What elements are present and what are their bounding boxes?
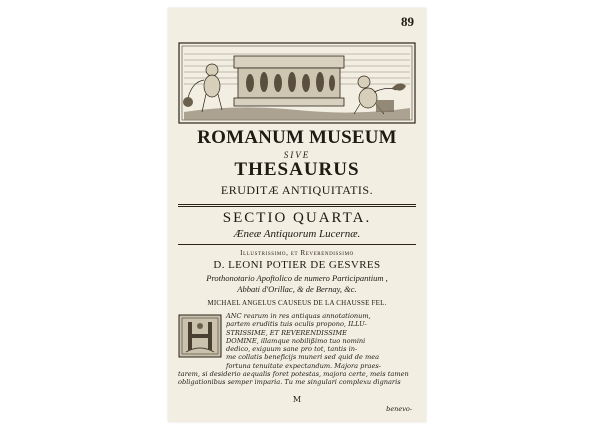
divider-bottom	[178, 244, 416, 245]
section-subtitle: Æneæ Antiquorum Lucernæ.	[233, 228, 361, 240]
body-line: DOMINE, illamque nobilißimo tuo nomini	[226, 336, 366, 345]
body-line: ANC rearum in res antiquas annotationum,	[226, 312, 371, 320]
dedicatee-name: D. LEONI POTIER DE GESVRES	[213, 259, 381, 271]
body-line: dedico, exiguum sane pro tot, tantis in-	[226, 345, 358, 354]
protonotary-line-1: Prothonotario Apoftolico de numero Participantium ,	[206, 273, 388, 283]
dedication-line: Illustrissimo, et Reverendissimo	[240, 249, 354, 257]
body-line: me collatis beneficijs muneri sed quid de mea	[226, 353, 380, 362]
body-line: tarem, si desiderio aequalis foret potestas, majora certe, meis tamen	[178, 370, 409, 379]
signature-mark: M	[292, 395, 302, 404]
catchword: benevo-	[386, 405, 412, 413]
page-number: 89	[401, 14, 414, 29]
divider-top-inner	[178, 206, 416, 207]
title-eruditae: ERUDITÆ ANTIQUITATIS.	[220, 183, 374, 197]
body-line: obligationibus semper imparia. Tu me singulari complexu dignaris	[178, 378, 401, 387]
body-line: partem eruditis tuis oculis propono, ILLU-	[226, 320, 367, 329]
body-text	[178, 312, 416, 387]
headpiece-engraving	[178, 42, 416, 124]
divider-top	[178, 204, 416, 205]
protonotary-line-2: Abbati d'Orillac, & de Bernay, &c.	[237, 284, 357, 294]
title-romanum-museum: ROMANUM MUSEUM	[197, 127, 397, 148]
book-page	[168, 8, 426, 422]
author-line: MICHAEL ANGELUS CAUSEUS DE LA CHAUSSE FEL.	[207, 299, 387, 307]
title-thesaurus: THESAURUS	[234, 159, 360, 180]
body-line: fortuna tenuitate expectandum. Majora praes-	[226, 361, 381, 370]
title-sive: SIVE	[283, 150, 311, 160]
body-line: STRISSIME, ET REVERENDISSIME	[226, 328, 347, 337]
section-title: SECTIO QUARTA.	[222, 210, 372, 226]
